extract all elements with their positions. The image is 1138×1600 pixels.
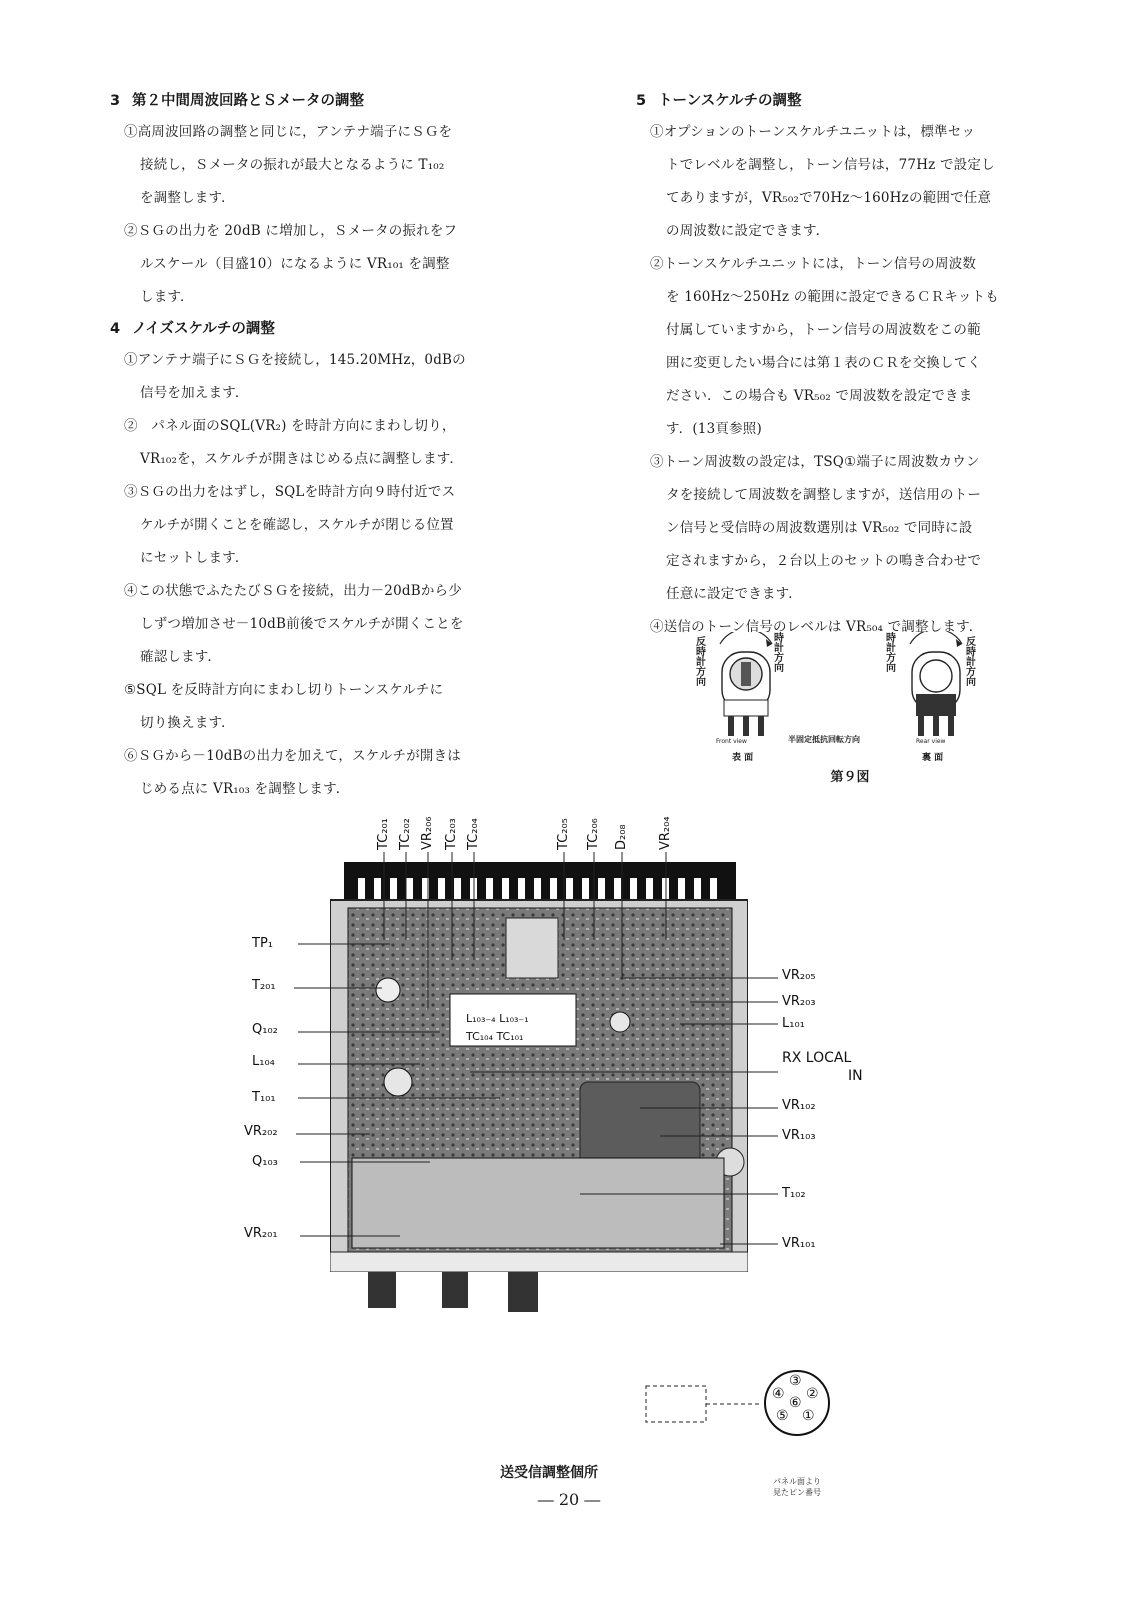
rear-view-label: Rear view	[916, 738, 946, 745]
page-number: ― 20 ―	[537, 1490, 601, 1509]
section-number: 4	[110, 321, 121, 337]
inset-line-1: L₁₀₃₋₄ L₁₀₃₋₁	[466, 1012, 529, 1025]
ccw-label-rear: 反時計方向	[966, 637, 976, 688]
label-rx-local: RX LOCAL	[782, 1050, 852, 1066]
cw-label-front: 時計方向	[774, 633, 784, 674]
text-line: 確認します．	[140, 649, 222, 665]
text-line: 信号を加えます．	[140, 385, 249, 401]
text-line: ださい．この場合も VR₅₀₂ で周波数を設定できま	[666, 388, 973, 404]
label-tc206: TC₂₀₆	[586, 818, 601, 850]
text-line: ⑥ＳＧから－10dBの出力を加えて，スケルチが開きは	[124, 748, 461, 764]
text-line: VR₁₀₂を，スケルチが開きはじめる点に調整します．	[140, 451, 464, 467]
label-vr204: VR₂₀₄	[658, 816, 673, 850]
text-line: ② パネル面のSQL(VR₂) を時計方向にまわし切り，	[124, 418, 456, 434]
text-line: ③ＳＧの出力をはずし，SQLを時計方向９時付近でス	[124, 484, 456, 500]
section-number: 3	[110, 93, 121, 109]
ccw-label-front: 反時計方向	[696, 637, 706, 688]
label-vr202: VR₂₀₂	[244, 1124, 278, 1139]
text-line: ①高周波回路の調整と同じに，アンテナ端子にＳＧを	[124, 124, 453, 140]
label-vr206: VR₂₀₆	[420, 816, 435, 850]
text-line: を調整します．	[140, 190, 235, 206]
label-t102: T₁₀₂	[782, 1186, 806, 1201]
section-title-text: ノイズスケルチの調整	[132, 321, 275, 337]
label-vr205: VR₂₀₅	[782, 968, 816, 983]
label-l104: L₁₀₄	[252, 1054, 275, 1069]
label-t201: T₂₀₁	[252, 978, 276, 993]
text-line: にセットします．	[140, 550, 249, 566]
label-tc201: TC₂₀₁	[376, 818, 391, 850]
text-line: の周波数に設定できます．	[666, 223, 830, 239]
label-t101: T₁₀₁	[252, 1090, 276, 1105]
label-vr101: VR₁₀₁	[782, 1236, 816, 1251]
label-in: IN	[848, 1068, 863, 1084]
text-line: す．(13頁参照)	[666, 421, 762, 437]
text-line: ④送信のトーン信号のレベルは VR₅₀₄ で調整します．	[650, 619, 983, 635]
section-title-text: 第２中間周波回路とＳメータの調整	[132, 93, 364, 109]
text-line: ①アンテナ端子にＳＧを接続し，145.20MHz，0dBの	[124, 352, 466, 368]
label-q103: Q₁₀₃	[252, 1154, 278, 1169]
text-line: ルスケール（目盛10）になるように VR₁₀₁ を調整	[140, 256, 450, 272]
label-l101: L₁₀₁	[782, 1016, 805, 1031]
text-line: ④この状態でふたたびＳＧを接続，出力－20dBから少	[124, 583, 462, 599]
front-view-label: Front view	[716, 738, 747, 745]
text-line: 任意に設定できます．	[666, 586, 802, 602]
label-tc205: TC₂₀₅	[556, 818, 571, 850]
label-tc203: TC₂₀₃	[444, 818, 459, 850]
label-vr203: VR₂₀₃	[782, 994, 816, 1009]
pin-caption-line-2: 見たピン番号	[773, 1488, 821, 1497]
label-vr102: VR₁₀₂	[782, 1098, 816, 1113]
text-line: じめる点に VR₁₀₃ を調整します．	[140, 781, 350, 797]
inset-line-2: TC₁₀₄ TC₁₀₁	[466, 1030, 524, 1043]
pin-4: ④	[772, 1386, 785, 1402]
text-line: しずつ増加させ－10dB前後でスケルチが開くことを	[140, 616, 464, 632]
text-line: トでレベルを調整し，トーン信号は，77Hz で設定し	[666, 157, 995, 173]
text-line: 囲に変更したい場合には第１表のＣＲを交換してく	[666, 355, 982, 371]
label-vr201: VR₂₀₁	[244, 1226, 278, 1241]
text-line: ン信号と受信時の周波数選別は VR₅₀₂ で同時に設	[666, 520, 973, 536]
text-line: します．	[140, 289, 194, 305]
label-tc204: TC₂₀₄	[466, 818, 481, 850]
section-title-text: トーンスケルチの調整	[658, 93, 802, 109]
text-line: ③トーン周波数の設定は，TSQ①端子に周波数カウン	[650, 454, 980, 470]
text-line: 接続し，Ｓメータの振れが最大となるように T₁₀₂	[140, 157, 445, 173]
text-line: てありますが，VR₅₀₂で70Hz～160Hzの範囲で任意	[666, 190, 992, 206]
text-line: ⑤SQL を反時計方向にまわし切りトーンスケルチに	[124, 682, 444, 698]
pin-caption-line-1: パネル面より	[773, 1477, 821, 1486]
label-d208: D₂₀₈	[614, 824, 629, 850]
figure-title: 第９図	[830, 770, 870, 785]
text-line: 定されますから，２台以上のセットの鳴き合わせで	[666, 553, 982, 569]
label-q102: Q₁₀₂	[252, 1022, 278, 1037]
text-line: ケルチが開くことを確認し，スケルチが閉じる位置	[140, 517, 454, 533]
rear-label: 裏 面	[922, 753, 944, 763]
pin-1: ①	[802, 1408, 815, 1424]
text-line: を 160Hz～250Hz の範囲に設定できるＣＲキットも	[666, 289, 999, 305]
photo-caption: 送受信調整個所	[500, 1465, 598, 1481]
front-label: 表 面	[732, 753, 754, 763]
pin-connector	[762, 1368, 832, 1438]
text-line: 切り換えます．	[140, 715, 235, 731]
pin-3: ③	[789, 1373, 802, 1389]
section-number: 5	[636, 93, 647, 109]
text-line: ②トーンスケルチユニットには，トーン信号の周波数	[650, 256, 977, 272]
rotation-caption: 半固定抵抗回転方向	[788, 735, 860, 744]
pin-5: ⑤	[776, 1408, 789, 1424]
pin-2: ②	[806, 1386, 819, 1402]
text-line: ②ＳＧの出力を 20dB に増加し，Ｓメータの振れをフ	[124, 223, 458, 239]
label-vr103: VR₁₀₃	[782, 1128, 816, 1143]
label-tp1: TP₁	[252, 936, 273, 951]
text-line: 付属していますから，トーン信号の周波数をこの範	[666, 322, 981, 338]
text-line: タを接続して周波数を調整しますが，送信用のトー	[666, 487, 982, 503]
label-tc202: TC₂₀₂	[398, 818, 413, 850]
cw-label-rear: 時計方向	[886, 633, 896, 674]
pin-6: ⑥	[789, 1395, 802, 1411]
text-line: ①オプションのトーンスケルチユニットは，標準セッ	[650, 124, 976, 140]
